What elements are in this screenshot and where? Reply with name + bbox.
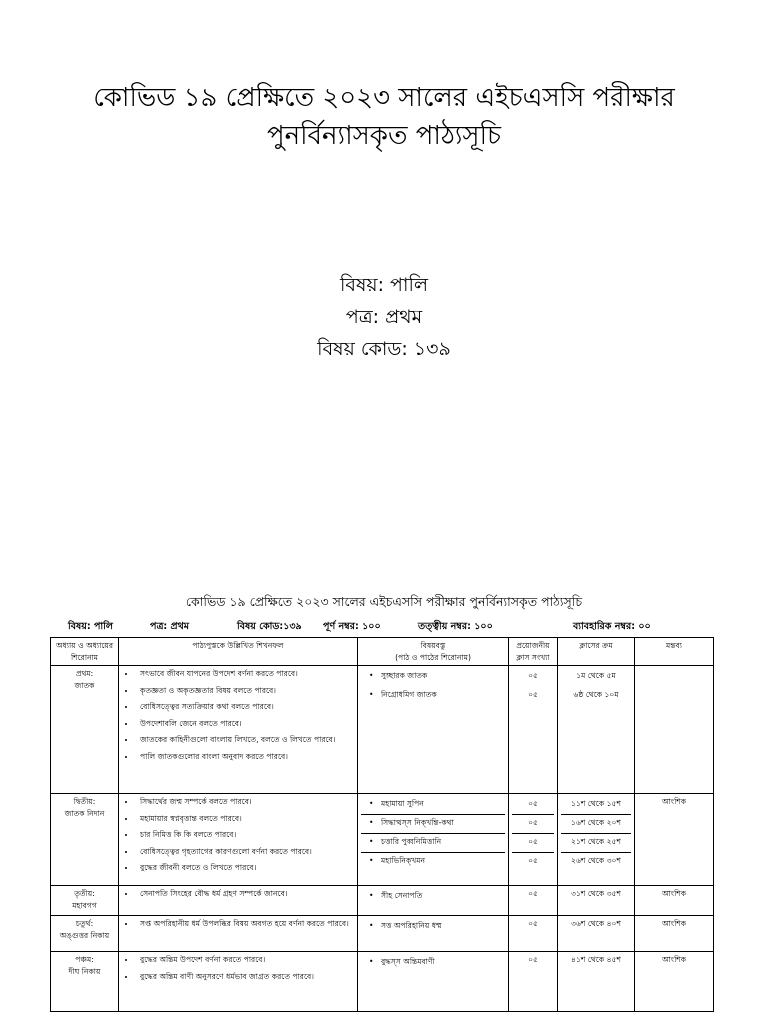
outcomes-cell — [119, 794, 358, 886]
table-row — [51, 794, 714, 886]
outcome-item: • সপ্ত অপরিহানীয় ধর্ম উপলব্ধির বিষয় অবগত হয়ে বর্ণনা করতে পারবে। — [136, 918, 354, 930]
classes-cell — [509, 794, 558, 886]
content-item: • সত্ত অপরিহানিয় ধম্ম — [361, 918, 505, 932]
cover-subject: বিষয়: পালি — [339, 274, 429, 296]
info-full-marks: পূর্ণ নম্বর: ১০০ — [323, 621, 381, 632]
outcome-item: • জাতকের কাহিনীগুলো বাংলায় লিখতে, বলতে ও লিখতে পারবে। — [136, 734, 354, 746]
outcome-item: • সৎভাবে জীবন যাপনের উপদেশ বর্ণনা করতে পারবে। — [136, 668, 354, 680]
outcome-item: • মহামায়ার স্বপ্নবৃত্তান্ত বলতে পারবে। — [136, 813, 354, 825]
outcome-item: • কৃতজ্ঞতা ও অকৃতজ্ঞতার বিষয় বলতে পারবে। — [136, 685, 354, 697]
cover-subject-code: বিষয় কোড: ১৩৯ — [317, 338, 451, 360]
content-cell — [358, 794, 509, 886]
class-order: ২১শ থেকে ২৫শ — [561, 834, 631, 853]
table-row — [51, 952, 714, 1012]
header-order: ক্লাসের ক্রম — [558, 638, 635, 666]
content-item: • মহাভিনিক্খমন — [361, 853, 505, 867]
content-cell — [358, 952, 509, 1012]
content-cell — [358, 916, 509, 952]
outcome-item: • বুদ্ধের অন্তিম বাণী অনুসরণে ধর্মভাব জাগ্রত করতে পারবে। — [136, 971, 354, 983]
order-cell: ৪১শ থেকে ৪৫শ — [558, 952, 635, 1012]
content-item: • চত্তারি পুব্বনিমিত্তানি — [361, 834, 505, 853]
class-count: ০৫ — [528, 690, 538, 699]
content-item: • সীহ সেনাপতি — [361, 888, 505, 902]
classes-cell: ০৫ — [509, 916, 558, 952]
class-count: ০৫ — [512, 834, 554, 853]
table-row — [51, 916, 714, 952]
class-order: ৬ষ্ঠ থেকে ১০ম — [573, 690, 619, 699]
info-subject: বিষয়: পালি — [68, 621, 113, 632]
order-cell — [558, 794, 635, 886]
table-row — [51, 666, 714, 794]
header-content: বিষয়বস্তু (পাঠ ও পাঠের শিরোনাম) — [358, 638, 509, 666]
class-count: ০৫ — [528, 856, 538, 865]
chapter-cell: দ্বিতীয়: জাতক নিদান — [51, 794, 119, 886]
outcome-item: • বোধিসত্ত্বের সত্যক্রিয়ার কথা বলতে পারবে। — [136, 701, 354, 713]
remarks-cell: আংশিক — [635, 952, 714, 1012]
chapter-cell: পঞ্চম: দীঘ নিকায় — [51, 952, 119, 1012]
content-item: • নিগ্রোধমিগ জাতক — [361, 687, 505, 701]
syllabus-table — [50, 637, 714, 1012]
order-cell — [558, 666, 635, 794]
class-count: ০৫ — [528, 671, 538, 680]
info-theory-marks: তত্ত্বীয় নম্বর: ১০০ — [418, 621, 493, 632]
class-order: ১৬শ থেকে ২০শ — [561, 815, 631, 834]
header-classes: প্রয়োজনীয় ক্লাস সংখ্যা — [509, 638, 558, 666]
content-item: • সিদ্ধাত্থস্স নিক্খন্তি-কথা — [361, 815, 505, 834]
remarks-cell: আংশিক — [635, 886, 714, 916]
outcome-item: • বোধিসত্ত্বের গৃহত্যাগের কারণগুলো বর্ণনা করতে পারবে। — [136, 846, 354, 858]
outcome-item: • সেনাপতি সিংহের বৌদ্ধ ধর্ম গ্রহণ সম্পর্কে জানবে। — [136, 888, 354, 900]
chapter-cell: তৃতীয়: মহাবগগ — [51, 886, 119, 916]
outcomes-cell — [119, 916, 358, 952]
class-order: ২৬শ থেকে ৩০শ — [571, 856, 621, 865]
order-cell: ৩৬শ থেকে ৪০শ — [558, 916, 635, 952]
info-code: বিষয় কোড:১৩৯ — [237, 621, 302, 632]
outcomes-cell — [119, 952, 358, 1012]
content-cell — [358, 886, 509, 916]
header-outcomes: পাঠ্যপুস্তকে উল্লিখিত শিখনফল — [119, 638, 358, 666]
header-remarks: মন্তব্য — [635, 638, 714, 666]
header-chapter: অধ্যায় ও অধ্যায়ের শিরোনাম — [51, 638, 119, 666]
content-item: • মহামায়া সুপিন — [361, 796, 505, 815]
outcome-item: • পালি জাতকগুলোর বাংলা অনুবাদ করতে পারবে। — [136, 751, 354, 763]
classes-cell: ০৫ — [509, 886, 558, 916]
classes-cell: ০৫ — [509, 952, 558, 1012]
class-count: ০৫ — [512, 796, 554, 815]
outcomes-cell — [119, 886, 358, 916]
remarks-cell: আংশিক — [635, 916, 714, 952]
chapter-cell: প্রথম: জাতক — [51, 666, 119, 794]
content-item: • বুদ্ধস্স অন্তিমবাণী — [361, 954, 505, 968]
chapter-cell: চতুর্থ: অঙ্গুত্তর নিকায় — [51, 916, 119, 952]
outcome-item: • চার নিমিত্ত কি কি বলতে পারবে। — [136, 829, 354, 841]
cover-paper: পত্র: প্রথম — [345, 306, 423, 328]
class-order: ১১শ থেকে ১৫শ — [561, 796, 631, 815]
table-header-row — [51, 638, 714, 666]
table-row — [51, 886, 714, 916]
content-item: • সুচ্ছারক জাতক — [361, 668, 505, 687]
order-cell: ৩১শ থেকে ৩৫শ — [558, 886, 635, 916]
outcome-item: • বুদ্ধের অন্তিম উপদেশ বর্ণনা করতে পারবে। — [136, 954, 354, 966]
content-cell — [358, 666, 509, 794]
outcome-item: • উপদেশাবলি জেনে বলতে পারবে। — [136, 718, 354, 730]
syllabus-info-row — [0, 620, 768, 636]
info-practical-marks: ব্যাবহারিক নম্বর: ০০ — [573, 621, 651, 632]
outcomes-cell — [119, 666, 358, 794]
class-order: ১ম থেকে ৫ম — [576, 671, 616, 680]
syllabus-title: কোভিড ১৯ প্রেক্ষিতে ২০২৩ সালের এইচএসসি পরীক্ষার পুনর্বিন্যাসকৃত পাঠ্যসূচি — [185, 594, 583, 609]
outcome-item: • সিদ্ধার্থের জন্ম সম্পর্কে বলতে পারবে। — [136, 796, 354, 808]
cover-title-line-2: পুনর্বিন্যাসকৃত পাঠ্যসূচি — [266, 121, 502, 151]
class-count: ০৫ — [512, 815, 554, 834]
remarks-cell: আংশিক — [635, 794, 714, 886]
remarks-cell — [635, 666, 714, 794]
classes-cell — [509, 666, 558, 794]
outcome-item: • বুদ্ধের জীবনী বলতে ও লিখতে পারবে। — [136, 862, 354, 874]
cover-title-line-1: কোভিড ১৯ প্রেক্ষিতে ২০২৩ সালের এইচএসসি পরীক্ষার — [93, 83, 675, 113]
info-paper: পত্র: প্রথম — [150, 621, 190, 632]
